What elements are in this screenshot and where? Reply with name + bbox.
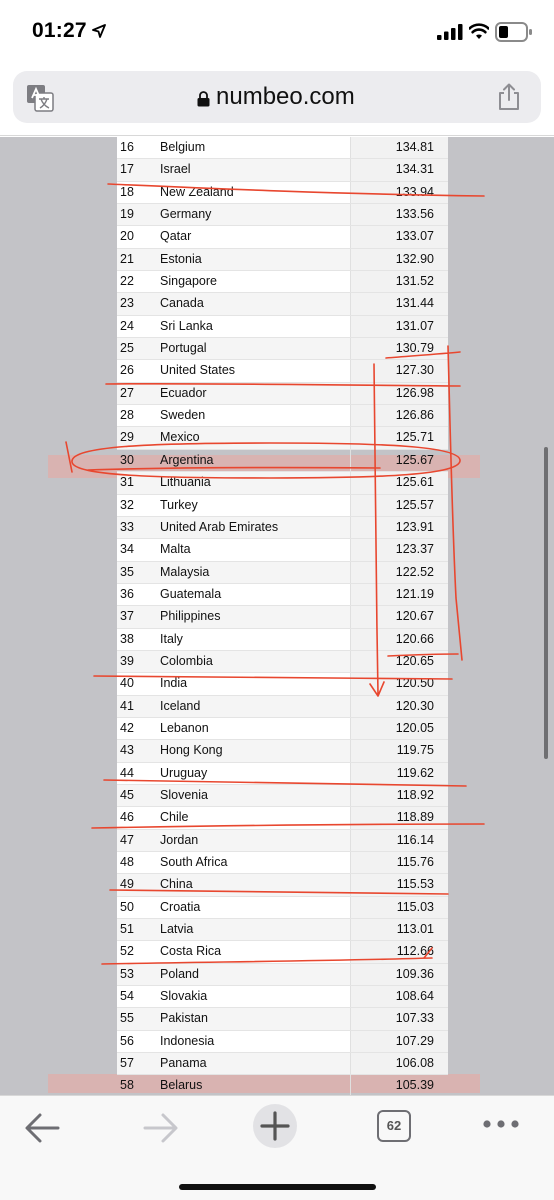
index-cell — [350, 293, 448, 314]
index-value: 125.67 — [395, 452, 434, 467]
table-row — [117, 986, 448, 1008]
index-value: 120.50 — [395, 676, 434, 691]
index-cell — [350, 450, 448, 471]
country-cell[interactable]: Malaysia — [160, 564, 210, 579]
index-value: 134.31 — [395, 162, 434, 177]
country-cell[interactable]: Costa Rica — [160, 944, 222, 959]
table-row — [117, 137, 448, 159]
country-cell[interactable]: Sri Lanka — [160, 318, 213, 333]
plus-icon — [253, 1104, 297, 1148]
country-cell[interactable]: Israel — [160, 162, 191, 177]
rank-cell: 19 — [120, 207, 134, 222]
index-value: 109.36 — [395, 966, 434, 981]
battery-icon — [495, 21, 533, 43]
browser-toolbar — [0, 1095, 554, 1200]
index-value: 123.37 — [395, 542, 434, 557]
index-value: 133.94 — [395, 184, 434, 199]
index-cell — [350, 472, 448, 493]
rank-cell: 18 — [120, 184, 134, 199]
rank-cell: 20 — [120, 229, 134, 244]
index-cell — [350, 986, 448, 1007]
index-cell — [350, 182, 448, 203]
index-value: 106.08 — [395, 1056, 434, 1071]
rank-cell: 25 — [120, 341, 134, 356]
index-value: 131.52 — [395, 274, 434, 289]
table-row — [117, 495, 448, 517]
index-cell — [350, 718, 448, 739]
index-cell — [350, 651, 448, 672]
index-cell — [350, 897, 448, 918]
translate-icon[interactable] — [26, 84, 54, 112]
tabs-button[interactable] — [377, 1110, 411, 1142]
index-cell — [350, 606, 448, 627]
country-cell[interactable]: Belgium — [160, 140, 206, 154]
rank-cell: 32 — [120, 497, 134, 512]
rank-cell: 45 — [120, 787, 134, 802]
table-row — [117, 807, 448, 829]
country-cell[interactable]: Ecuador — [160, 385, 207, 400]
index-cell — [350, 405, 448, 426]
table-row — [117, 651, 448, 673]
signal-icon — [437, 24, 463, 40]
table-row — [117, 360, 448, 382]
rank-cell: 31 — [120, 475, 134, 490]
index-value: 125.57 — [395, 497, 434, 512]
table-row — [117, 427, 448, 449]
index-cell — [350, 852, 448, 873]
index-cell — [350, 740, 448, 761]
country-cell[interactable]: Argentina — [160, 452, 214, 467]
country-cell[interactable]: Jordan — [160, 832, 199, 847]
table-row — [117, 204, 448, 226]
index-value: 108.64 — [395, 989, 434, 1004]
table-row — [117, 964, 448, 986]
country-cell[interactable]: Philippines — [160, 609, 221, 624]
table-row — [117, 830, 448, 852]
country-cell[interactable]: Guatemala — [160, 586, 222, 601]
index-cell — [350, 941, 448, 962]
index-value: 115.03 — [396, 899, 434, 914]
table-row — [117, 562, 448, 584]
country-cell[interactable]: Hong Kong — [160, 743, 223, 758]
country-cell[interactable]: Iceland — [160, 698, 201, 713]
index-cell — [350, 517, 448, 538]
table-row — [117, 271, 448, 293]
index-value: 123.91 — [395, 519, 434, 534]
rank-cell: 29 — [120, 430, 134, 445]
index-value: 118.92 — [396, 787, 434, 802]
index-cell — [350, 249, 448, 270]
country-cell[interactable]: Malta — [160, 542, 191, 557]
new-tab-button[interactable] — [253, 1104, 297, 1148]
lock-icon — [197, 91, 210, 107]
index-value: 133.56 — [395, 207, 434, 222]
country-cell[interactable]: Italy — [160, 631, 183, 646]
table-row — [117, 383, 448, 405]
browser-address-area — [0, 66, 554, 136]
index-cell — [350, 807, 448, 828]
index-value: 133.07 — [395, 229, 434, 244]
country-cell[interactable]: Chile — [160, 810, 189, 825]
rank-cell: 50 — [120, 899, 134, 914]
rank-cell: 22 — [120, 274, 134, 289]
index-cell — [350, 204, 448, 225]
country-cell[interactable]: Slovakia — [160, 989, 208, 1004]
index-cell — [350, 226, 448, 247]
index-value: 125.71 — [395, 430, 434, 445]
table-row — [117, 718, 448, 740]
tab-count: 62 — [377, 1110, 411, 1142]
table-row — [117, 673, 448, 695]
country-cell[interactable]: Mexico — [160, 430, 200, 445]
table-row — [117, 852, 448, 874]
index-cell — [350, 1075, 448, 1095]
index-cell — [350, 383, 448, 404]
table-row — [117, 405, 448, 427]
table-row — [117, 159, 448, 181]
table-row — [117, 874, 448, 896]
rank-cell: 56 — [120, 1033, 134, 1048]
rank-cell: 34 — [120, 542, 134, 557]
table-row — [117, 785, 448, 807]
table-row — [117, 919, 448, 941]
table-row — [117, 897, 448, 919]
country-cell[interactable]: Uruguay — [160, 765, 208, 780]
rank-cell: 41 — [120, 698, 134, 713]
index-value: 120.30 — [395, 698, 434, 713]
rank-cell: 54 — [120, 989, 134, 1004]
country-cell[interactable]: Poland — [160, 966, 199, 981]
index-value: 121.19 — [395, 586, 434, 601]
ranking-table — [117, 137, 448, 1095]
index-value: 115.76 — [396, 855, 434, 869]
web-page-content[interactable] — [0, 137, 554, 1095]
index-value: 118.89 — [396, 810, 434, 825]
index-value: 120.65 — [395, 653, 434, 668]
index-cell — [350, 874, 448, 895]
index-cell — [350, 338, 448, 359]
home-indicator — [179, 1184, 376, 1190]
back-arrow-icon[interactable] — [24, 1108, 62, 1148]
table-row — [117, 740, 448, 762]
table-row — [117, 182, 448, 204]
country-cell[interactable]: Pakistan — [160, 1011, 208, 1026]
index-cell — [350, 673, 448, 694]
table-row — [117, 1031, 448, 1053]
index-value: 107.33 — [395, 1011, 434, 1026]
index-value: 126.86 — [395, 408, 434, 423]
country-cell[interactable]: Slovenia — [160, 787, 208, 802]
rank-cell: 35 — [120, 564, 134, 579]
table-row — [117, 629, 448, 651]
rank-cell: 46 — [120, 810, 134, 825]
country-cell[interactable]: Lithuania — [160, 475, 211, 490]
table-row — [117, 316, 448, 338]
rank-cell: 42 — [120, 720, 134, 735]
country-cell[interactable]: Sweden — [160, 408, 206, 423]
index-cell — [350, 696, 448, 717]
table-row — [117, 249, 448, 271]
index-value: 107.29 — [395, 1033, 434, 1048]
index-value: 120.66 — [395, 631, 434, 646]
country-cell[interactable]: Germany — [160, 207, 212, 222]
rank-cell: 52 — [120, 944, 134, 959]
rank-cell: 33 — [120, 519, 134, 534]
table-row — [117, 539, 448, 561]
country-cell[interactable]: Latvia — [160, 922, 194, 937]
rank-cell: 21 — [120, 251, 134, 266]
country-cell[interactable]: Qatar — [160, 229, 192, 244]
index-value: 125.61 — [395, 475, 434, 490]
table-row — [117, 1075, 448, 1095]
index-cell — [350, 964, 448, 985]
index-value: 122.52 — [395, 564, 434, 579]
rank-cell: 53 — [120, 966, 134, 981]
country-cell[interactable]: China — [160, 877, 193, 892]
index-value: 132.90 — [395, 251, 434, 266]
index-value: 113.01 — [396, 922, 434, 937]
index-value: 119.62 — [396, 765, 434, 780]
index-value: 105.39 — [395, 1078, 434, 1093]
table-row — [117, 1008, 448, 1030]
rank-cell: 49 — [120, 877, 134, 892]
rank-cell: 16 — [120, 140, 134, 154]
index-cell — [350, 539, 448, 560]
index-value: 115.53 — [396, 877, 434, 892]
index-cell — [350, 830, 448, 851]
index-value: 130.79 — [395, 341, 434, 356]
location-arrow-icon — [92, 24, 106, 38]
index-cell — [350, 360, 448, 381]
table-row — [117, 226, 448, 248]
status-bar — [0, 0, 554, 66]
table-row — [117, 517, 448, 539]
forward-arrow-icon[interactable] — [141, 1108, 179, 1148]
index-value: 120.67 — [395, 609, 434, 624]
country-cell[interactable]: Belarus — [160, 1078, 203, 1093]
index-value: 131.44 — [395, 296, 434, 311]
share-icon[interactable] — [497, 83, 521, 111]
country-cell[interactable]: United Arab Emirates — [160, 519, 279, 534]
index-cell — [350, 763, 448, 784]
country-cell[interactable]: South Africa — [160, 855, 228, 869]
table-row — [117, 1053, 448, 1075]
country-cell[interactable]: New Zealand — [160, 184, 234, 199]
table-row — [117, 472, 448, 494]
index-cell — [350, 427, 448, 448]
rank-cell: 17 — [120, 162, 134, 177]
rank-cell: 58 — [120, 1078, 134, 1093]
rank-cell: 47 — [120, 832, 134, 847]
rank-cell: 28 — [120, 408, 134, 423]
index-cell — [350, 495, 448, 516]
country-cell[interactable]: India — [160, 676, 188, 691]
index-value: 126.98 — [395, 385, 434, 400]
index-value: 134.81 — [395, 140, 434, 154]
country-cell[interactable]: Croatia — [160, 899, 201, 914]
rank-cell: 40 — [120, 676, 134, 691]
index-cell — [350, 584, 448, 605]
rank-cell: 48 — [120, 855, 134, 869]
index-cell — [350, 1031, 448, 1052]
country-cell[interactable]: Colombia — [160, 653, 213, 668]
more-icon[interactable] — [482, 1114, 520, 1134]
table-row — [117, 584, 448, 606]
url-text[interactable]: numbeo.com — [216, 83, 355, 110]
country-cell[interactable]: Turkey — [160, 497, 198, 512]
address-bar[interactable] — [13, 71, 541, 123]
status-time: 01:27 — [32, 19, 87, 42]
index-value: 131.07 — [395, 318, 434, 333]
scrollbar[interactable] — [544, 447, 548, 759]
rank-cell: 23 — [120, 296, 134, 311]
rank-cell: 43 — [120, 743, 134, 758]
rank-cell: 37 — [120, 609, 134, 624]
rank-cell: 38 — [120, 631, 134, 646]
rank-cell: 57 — [120, 1056, 134, 1071]
index-value: 120.05 — [395, 720, 434, 735]
index-cell — [350, 562, 448, 583]
table-row — [117, 293, 448, 315]
rank-cell: 39 — [120, 653, 134, 668]
index-cell — [350, 785, 448, 806]
rank-cell: 30 — [120, 452, 134, 467]
rank-cell: 27 — [120, 385, 134, 400]
index-cell — [350, 1053, 448, 1074]
table-row — [117, 941, 448, 963]
index-value: 116.14 — [396, 832, 434, 847]
table-row — [117, 450, 448, 472]
index-cell — [350, 316, 448, 337]
index-cell — [350, 629, 448, 650]
country-cell[interactable]: Canada — [160, 296, 204, 311]
country-cell[interactable]: Portugal — [160, 341, 207, 356]
rank-cell: 51 — [120, 922, 134, 937]
index-cell — [350, 271, 448, 292]
rank-cell: 44 — [120, 765, 134, 780]
table-row — [117, 338, 448, 360]
country-cell[interactable]: United States — [160, 363, 236, 378]
country-cell[interactable]: Panama — [160, 1056, 207, 1071]
rank-cell: 36 — [120, 586, 134, 601]
table-row — [117, 606, 448, 628]
country-cell[interactable]: Lebanon — [160, 720, 209, 735]
country-cell[interactable]: Singapore — [160, 274, 217, 289]
table-row — [117, 763, 448, 785]
index-cell — [350, 919, 448, 940]
index-value: 127.30 — [395, 363, 434, 378]
index-value: 112.66 — [396, 944, 434, 959]
index-cell — [350, 159, 448, 180]
rank-cell: 55 — [120, 1011, 134, 1026]
index-cell — [350, 1008, 448, 1029]
wifi-icon — [469, 23, 489, 41]
index-value: 119.75 — [396, 743, 434, 758]
index-cell — [350, 137, 448, 158]
country-cell[interactable]: Indonesia — [160, 1033, 215, 1048]
country-cell[interactable]: Estonia — [160, 251, 202, 266]
rank-cell: 26 — [120, 363, 134, 378]
rank-cell: 24 — [120, 318, 134, 333]
table-row — [117, 696, 448, 718]
